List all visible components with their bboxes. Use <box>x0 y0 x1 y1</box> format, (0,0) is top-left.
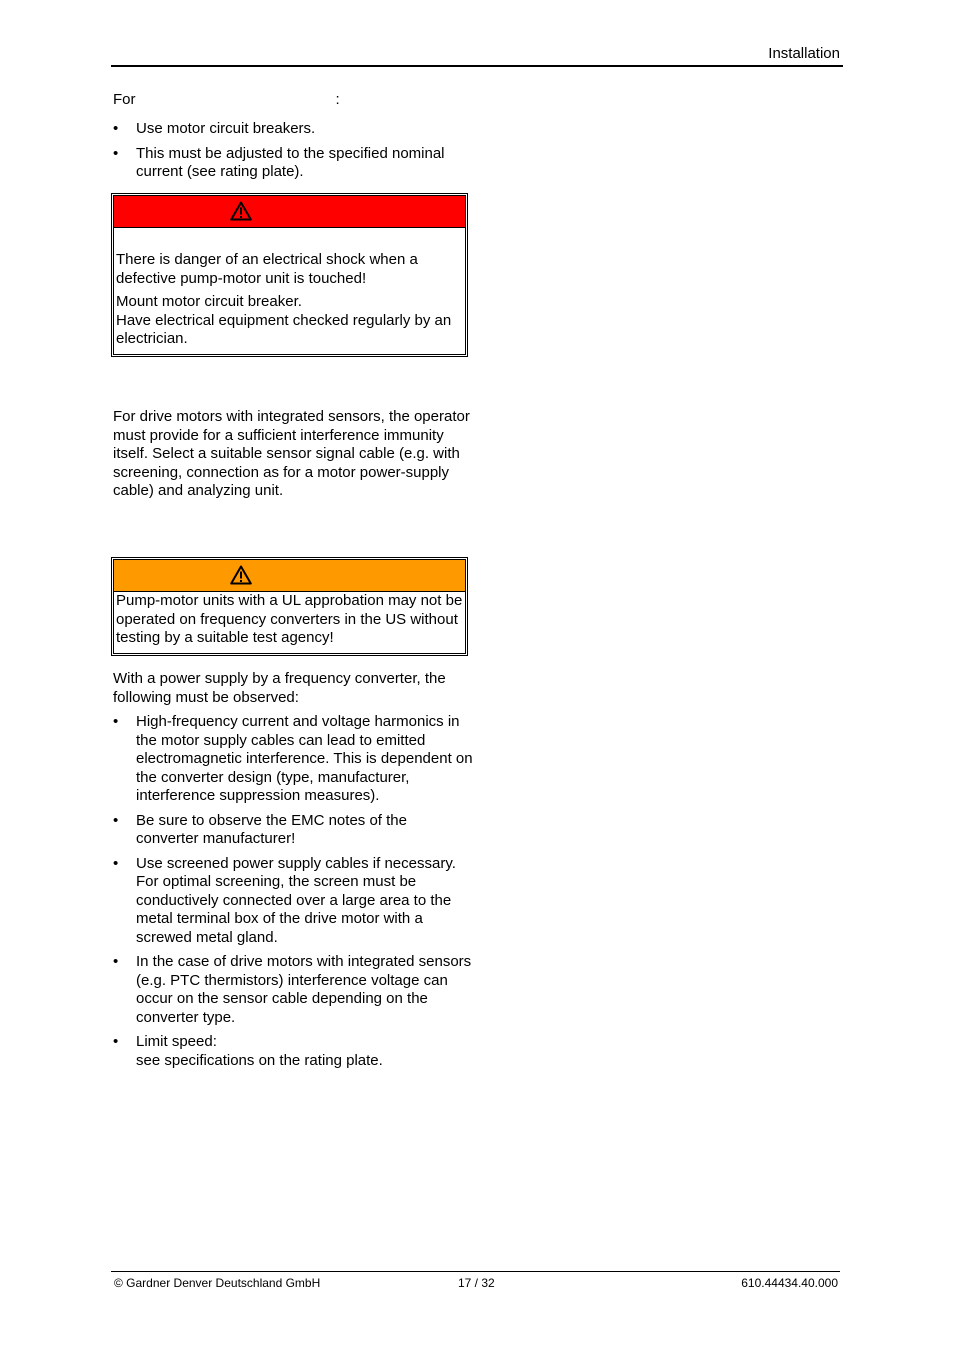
danger-action: Have electrical equipment checked regularly by an electrician. <box>116 311 452 347</box>
danger-notice <box>111 193 468 357</box>
list-item: • Use motor circuit breakers. <box>113 120 473 139</box>
warning-triangle-icon <box>230 565 252 585</box>
danger-notice-header <box>114 196 465 228</box>
protection-list <box>113 120 473 188</box>
caution-notice <box>111 557 468 656</box>
footer-copyright: © Gardner Denver Deutschland GmbH <box>114 1276 321 1290</box>
caution-notice-header <box>114 560 465 592</box>
list-item <box>113 1033 473 1070</box>
intro-prefix: For <box>113 91 136 108</box>
caution-notice-text: Pump-motor units with a UL approbation may not be operated on frequency converters in the US without testing by a suitable test agency! <box>116 592 463 646</box>
danger-notice-text: There is danger of an electrical shock when a defective pump-motor unit is touched! <box>116 251 418 287</box>
speed-item-line: see specifications on the rating plate. <box>136 1051 383 1069</box>
list-item: • In the case of drive motors with integrated sensors (e.g. PTC thermistors) interference voltage can occur on the sensor cable depending on the converter type. <box>113 953 473 1027</box>
danger-notice-actions <box>116 293 463 349</box>
list-item: • Be sure to observe the EMC notes of the converter manufacturer! <box>113 812 473 849</box>
header-rule <box>111 65 843 67</box>
header-section-title: Installation <box>768 45 840 62</box>
converter-list <box>113 713 473 1076</box>
converter-intro: With a power supply by a frequency converter, the following must be observed: <box>113 670 446 706</box>
footer-page-number: 17 / 32 <box>458 1276 495 1290</box>
caution-notice-body <box>114 592 465 648</box>
footer-doc-number: 610.44434.40.000 <box>741 1276 838 1290</box>
danger-notice-body <box>114 228 465 349</box>
danger-action: Mount motor circuit breaker. <box>116 293 302 310</box>
sensor-paragraph: For drive motors with integrated sensors, the operator must provide for a sufficient interference immunity itself. Select a suitable sensor signal cable (e.g. with screening, connection as for a motor power-supply cable) and analyzing unit. <box>113 408 470 499</box>
intro-suffix: : <box>335 91 340 108</box>
footer-rule <box>111 1271 840 1272</box>
list-item: • High-frequency current and voltage harmonics in the motor supply cables can lead to emitted electromagnetic interference. This is dependent on the converter design (type, manufacturer, interference suppression measures). <box>113 713 473 806</box>
speed-item-line: • Limit speed: <box>136 1033 217 1050</box>
list-item: • This must be adjusted to the specified nominal current (see rating plate). <box>113 145 473 182</box>
list-item: • Use screened power supply cables if necessary. For optimal screening, the screen must be conductively connected over a large area to the metal terminal box of the drive motor with a screwed metal gland. <box>113 855 473 948</box>
warning-triangle-icon <box>230 201 252 221</box>
intro-line <box>113 91 473 110</box>
